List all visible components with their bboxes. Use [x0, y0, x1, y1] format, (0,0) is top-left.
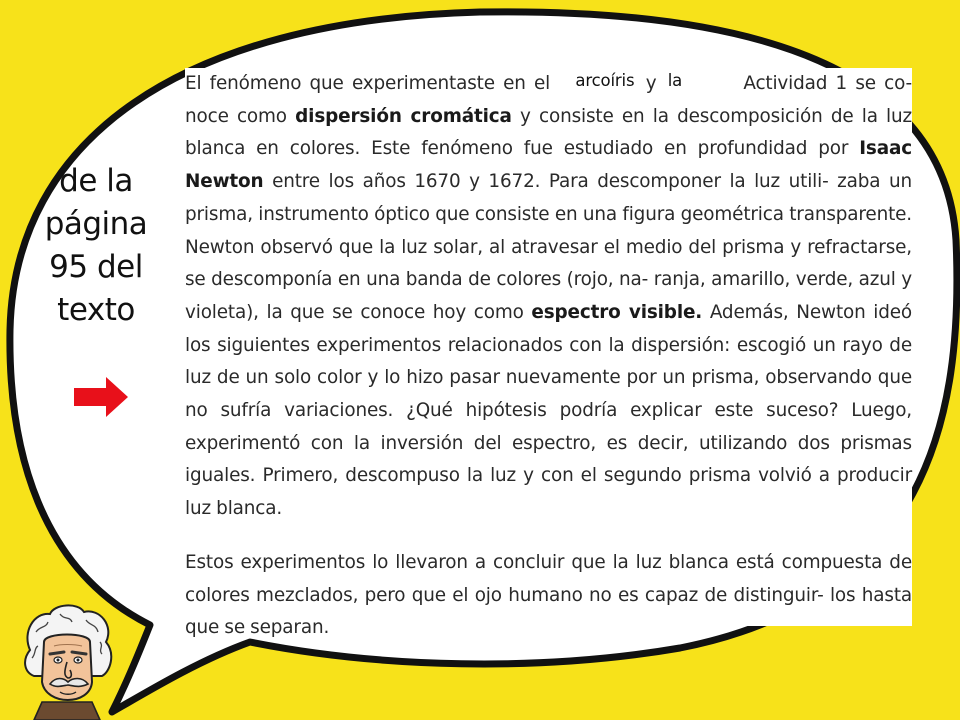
fill-in-word-2: la: [665, 71, 685, 91]
term-isaac-newton: Isaac Newton: [185, 138, 912, 193]
term-dispersion-cromatica: dispersión cromática: [295, 105, 512, 127]
text-segment: El fenómeno que experimentaste en el: [185, 73, 551, 94]
page-reference-label: [30, 160, 162, 332]
text-segment: Actividad 1 se co- noce como: [185, 73, 913, 127]
paragraph-dispersion: [185, 68, 912, 526]
term-espectro-visible: espectro visible.: [531, 301, 703, 323]
text-segment: Además, Newton ideó los siguientes experimentos relacionados con la dispersión: escogió un rayo de luz de un solo color y lo hizo pasar nuevamente por un prisma, observando que no sufría variaciones. ¿Qué hipótesis podría explicar este suceso? Luego, experimentó con la inversión del espectro, es decir, utilizando dos prismas iguales. Primero, descompuso la luz y con el segundo prisma volvió a producir luz blanca.: [185, 301, 913, 520]
fill-in-word-1: arcoíris: [572, 71, 637, 91]
right-arrow-icon: [72, 375, 130, 419]
text-segment: entre los años 1670 y 1672. Para descomponer la luz utili- zaba un prisma, instrumento óptico que consiste en una figura geométrica transparente. Newton observó que la luz solar, al atravesar el medio del prisma y refractarse, se descomponía en una banda de colores (rojo, na- ranja, amarillo, verde, azul y violeta), la que se conoce hoy como: [185, 171, 912, 323]
page-reference-line-1: de la: [59, 163, 133, 199]
page-reference-line-2: página: [44, 206, 148, 242]
text-segment: y: [645, 73, 657, 94]
text-segment: y consiste en la descomposición de la luz blanca en colores. Este fenómeno fue estudiado en profundidad por: [185, 105, 913, 160]
paragraph-conclusion: Estos experimentos lo llevaron a concluir que la luz blanca está compuesta de colores mezclados, pero que el ojo humano no es capaz de distinguir- los hasta que se separan.: [185, 551, 912, 639]
page-reference-line-4: texto: [57, 292, 135, 328]
page-reference-line-3: 95 del: [49, 249, 143, 285]
textbook-excerpt: [185, 68, 913, 639]
einstein-cartoon-icon: [20, 602, 115, 720]
